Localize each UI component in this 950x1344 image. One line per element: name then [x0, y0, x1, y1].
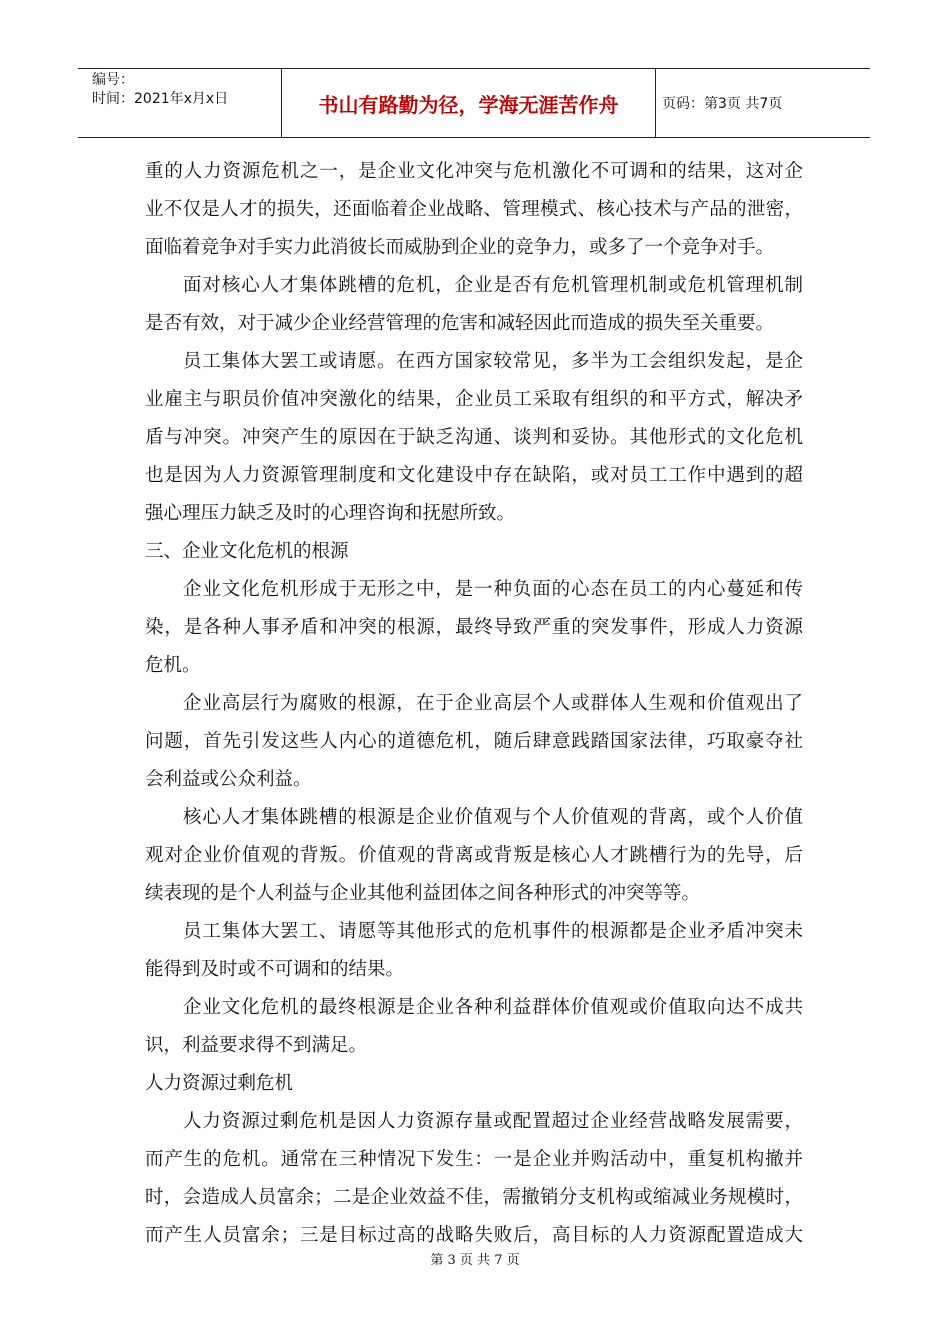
text-line: 企业高层行为腐败的根源，在于企业高层个人或群体人生观和价值观出了	[183, 693, 803, 714]
text-line: 是否有效，对于减少企业经营管理的危害和减轻因此而造成的损失至关重要。	[145, 313, 775, 334]
text-line: 员工集体大罢工或请愿。在西方国家较常见，多半为工会组织发起，是企	[183, 351, 803, 372]
text-line: 识，利益要求得不到满足。	[145, 1035, 368, 1056]
text-line: 企业文化危机形成于无形之中，是一种负面的心态在员工的内心蔓延和传	[183, 579, 803, 600]
text-line: 续表现的是个人利益与企业其他利益团体之间各种形式的冲突等等。	[145, 883, 701, 904]
page-footer: 第 3 页 共 7 页	[430, 1253, 520, 1268]
text-line: 重的人力资源危机之一，是企业文化冲突与危机激化不可调和的结果，这对企	[145, 161, 803, 182]
text-line: 而产生人员富余；三是目标过高的战略失败后，高目标的人力资源配置造成大	[145, 1225, 803, 1246]
header-motto: 书山有路勤为径，学海无涯苦作舟	[282, 69, 656, 137]
text-line: 业雇主与职员价值冲突激化的结果，企业员工采取有组织的和平方式，解决矛	[145, 389, 803, 410]
document-date: 时间：2021年x月x日	[92, 91, 229, 107]
text-line: 业不仅是人才的损失，还面临着企业战略、管理模式、核心技术与产品的泄密，	[145, 199, 803, 220]
text-line: 面临着竞争对手实力此消彼长而威胁到企业的竞争力，或多了一个竞争对手。	[145, 237, 775, 258]
text-line: 危机。	[145, 655, 201, 676]
text-line: 也是因为人力资源管理制度和文化建设中存在缺陷，或对员工工作中遇到的超	[145, 465, 803, 486]
text-line: 时，会造成人员富余；二是企业效益不佳，需撤销分支机构或缩减业务规模时，	[145, 1187, 803, 1208]
page-header	[78, 68, 870, 138]
text-line: 而产生的危机。通常在三种情况下发生：一是企业并购活动中，重复机构撤并	[145, 1149, 803, 1170]
text-line: 能得到及时或不可调和的结果。	[145, 959, 405, 980]
header-meta	[78, 69, 282, 137]
body-text	[145, 156, 803, 1258]
text-line: 会利益或公众利益。	[145, 769, 312, 790]
document-number-label: 编号：	[92, 72, 134, 88]
section-heading: 人力资源过剩危机	[145, 1073, 294, 1094]
text-line: 问题，首先引发这些人内心的道德危机，随后肆意践踏国家法律，巧取豪夺社	[145, 731, 803, 752]
text-line: 面对核心人才集体跳槽的危机，企业是否有危机管理机制或危机管理机制	[183, 275, 803, 296]
text-line: 强心理压力缺乏及时的心理咨询和抚慰所致。	[145, 503, 516, 524]
text-line: 人力资源过剩危机是因人力资源存量或配置超过企业经营战略发展需要，	[183, 1111, 803, 1132]
text-line: 员工集体大罢工、请愿等其他形式的危机事件的根源都是企业矛盾冲突未	[183, 921, 803, 942]
text-line: 核心人才集体跳槽的根源是企业价值观与个人价值观的背离，或个人价值	[183, 807, 803, 828]
text-line: 染，是各种人事矛盾和冲突的根源，最终导致严重的突发事件，形成人力资源	[145, 617, 803, 638]
text-line: 企业文化危机的最终根源是企业各种利益群体价值观或价值取向达不成共	[183, 997, 803, 1018]
text-line: 观对企业价值观的背叛。价值观的背离或背叛是核心人才跳槽行为的先导，后	[145, 845, 803, 866]
text-line: 盾与冲突。冲突产生的原因在于缺乏沟通、谈判和妥协。其他形式的文化危机	[145, 427, 803, 448]
section-heading: 三、企业文化危机的根源	[145, 541, 349, 562]
header-page-info: 页码：第3页 共7页	[662, 96, 783, 112]
